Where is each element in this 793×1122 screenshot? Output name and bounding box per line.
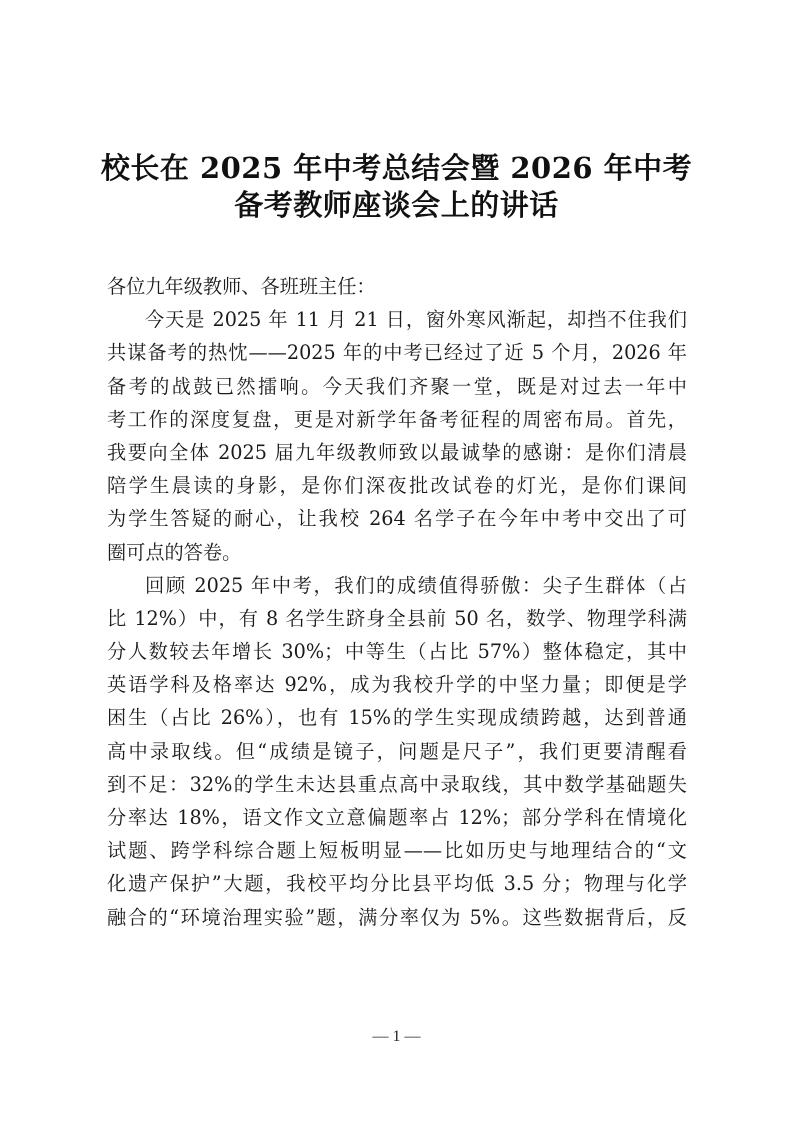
paragraph-line: 今天是 2025 年 11 月 21 日，窗外寒风渐起，却挡不住我们 bbox=[145, 308, 687, 332]
paragraph-line: 试题、跨学科综合题上短板明显——比如历史与地理结合的“文 bbox=[107, 839, 687, 863]
paragraph-line: 比 12%）中，有 8 名学生跻身全县前 50 名，数学、物理学科满 bbox=[107, 606, 687, 630]
salutation: 各位九年级教师、各班班主任： bbox=[107, 275, 376, 298]
paragraph-1 bbox=[107, 303, 687, 569]
paragraph-line: 陪学生晨读的身影，是你们深夜批改试卷的灯光，是你们课间 bbox=[107, 474, 687, 498]
paragraph-line: 考工作的深度复盘，更是对新学年备考征程的周密布局。首先， bbox=[107, 407, 687, 431]
paragraph-2 bbox=[107, 569, 687, 934]
paragraph-line: 分人数较去年增长 30%；中等生（占比 57%）整体稳定，其中 bbox=[107, 640, 687, 664]
paragraph-line: 困生（占比 26%），也有 15%的学生实现成绩跨越，达到普通 bbox=[107, 706, 687, 730]
page-number: — 1 — bbox=[372, 1028, 421, 1045]
paragraph-line: 为学生答疑的耐心，让我校 264 名学子在今年中考中交出了可 bbox=[107, 507, 687, 531]
paragraph-line: 回顾 2025 年中考，我们的成绩值得骄傲：尖子生群体（占 bbox=[145, 573, 687, 597]
paragraph-line: 备考的战鼓已然擂响。今天我们齐聚一堂，既是对过去一年中 bbox=[107, 374, 687, 398]
paragraph-line: 分率达 18%，语文作文立意偏题率占 12%；部分学科在情境化 bbox=[107, 806, 687, 829]
title-line-2: 备考教师座谈会上的讲话 bbox=[234, 188, 559, 222]
paragraph-line: 英语学科及格率达 92%，成为我校升学的中坚力量；即便是学 bbox=[107, 673, 687, 697]
paragraph-line: 共谋备考的热忱——2025 年的中考已经过了近 5 个月，2026 年 bbox=[107, 341, 687, 365]
paragraph-line: 高中录取线。但“成绩是镜子，问题是尺子”，我们更要清醒看 bbox=[107, 739, 687, 763]
paragraph-line: 圈可点的答卷。 bbox=[107, 540, 242, 564]
paragraph-line: 到不足：32%的学生未达县重点高中录取线，其中数学基础题失 bbox=[107, 772, 687, 796]
title-line-1: 校长在 2025 年中考总结会暨 2026 年中考 bbox=[100, 151, 693, 185]
paragraph-line: 我要向全体 2025 届九年级教师致以最诚挚的感谢：是你们清晨 bbox=[107, 440, 687, 464]
paragraph-line: 化遗产保护”大题，我校平均分比县平均低 3.5 分；物理与化学 bbox=[107, 872, 687, 896]
document-body bbox=[107, 270, 687, 934]
document-title bbox=[90, 150, 703, 224]
paragraph-line: 融合的“环境治理实验”题，满分率仅为 5%。这些数据背后，反 bbox=[107, 905, 687, 929]
